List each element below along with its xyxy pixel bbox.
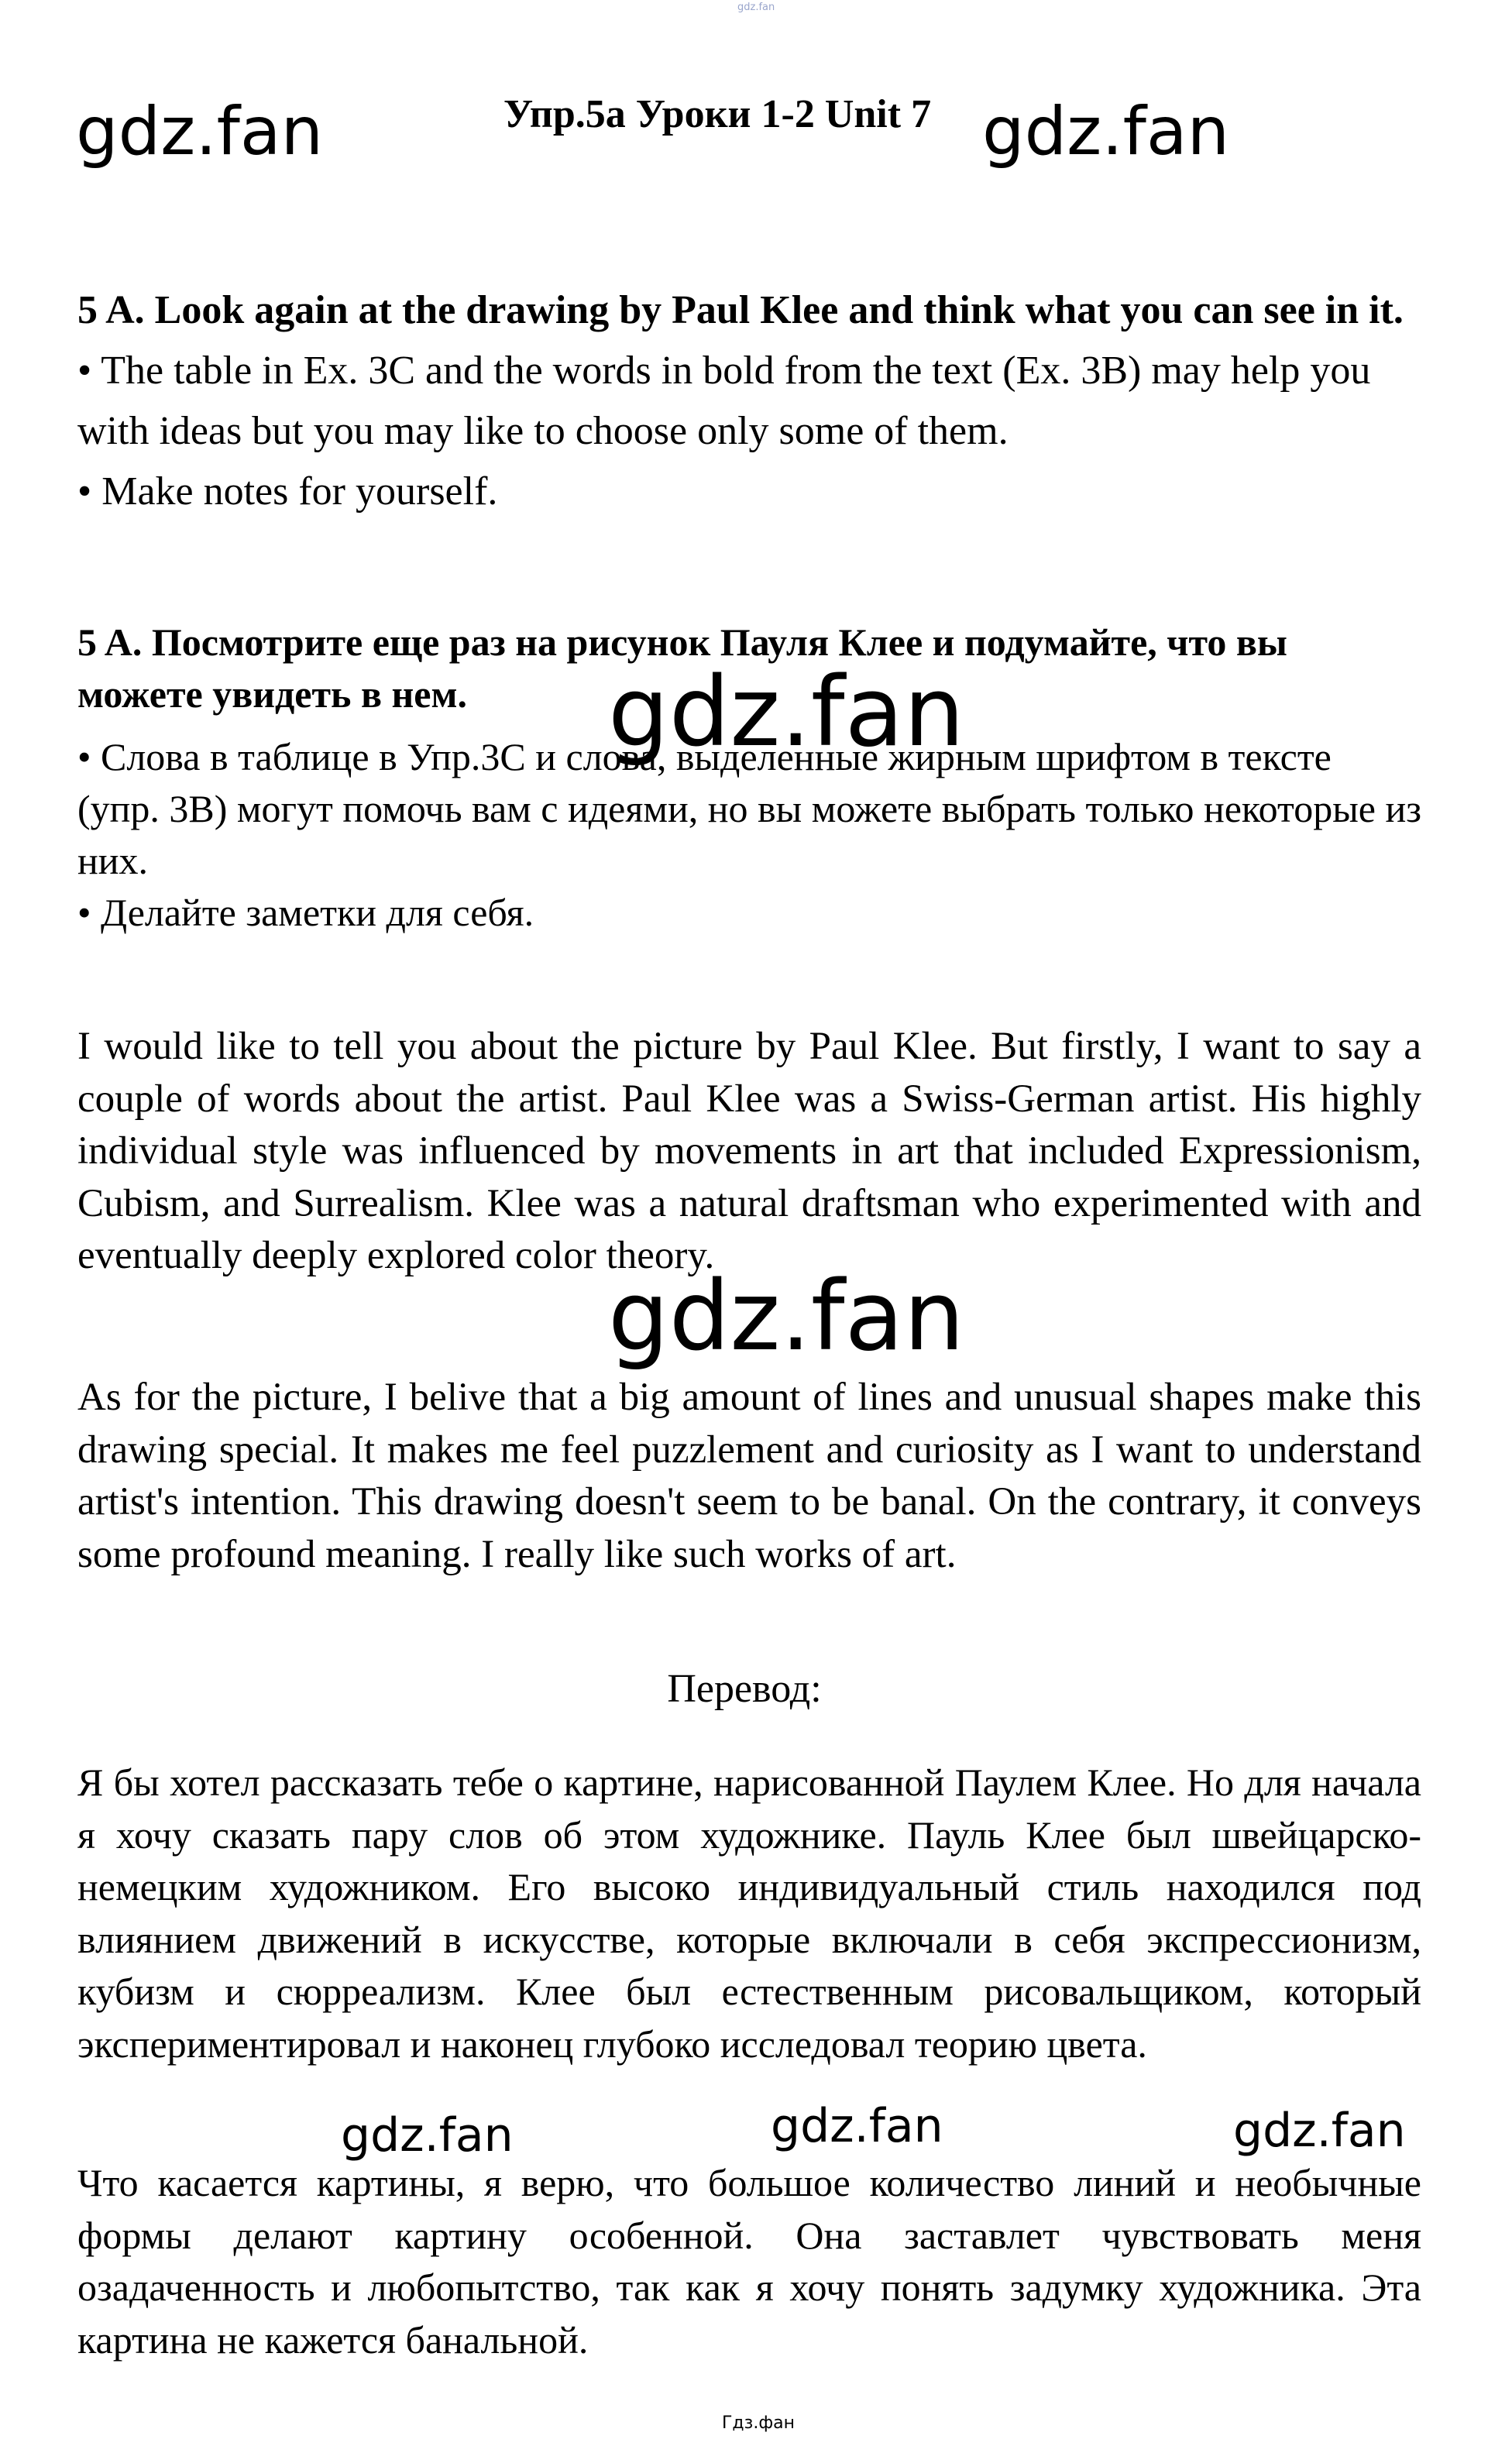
- task-en-bullet-2: • Make notes for yourself.: [77, 469, 498, 514]
- watermark-top-right: gdz.fan: [982, 93, 1230, 170]
- answer-paragraph-2: As for the picture, I belive that a big amount of lines and unusual shapes make this drawing special. It makes me feel puzzlement and curiosity as I want to understand artist's intention. This drawing doesn't seem to be banal. On the contrary, it conveys some profound meaning. I really like such works of art.: [77, 1376, 1421, 1576]
- task-ru-heading: 5 A. Посмотрите еще раз на рисунок Пауля Клее и подумайте, что вы можете увидеть в нем.: [77, 620, 1287, 716]
- page-title: Упр.5а Уроки 1-2 Unit 7: [503, 92, 932, 136]
- watermark-top-left: gdz.fan: [76, 93, 324, 170]
- translation-label: Перевод:: [667, 1667, 822, 1711]
- task-ru-bullet-1: • Слова в таблице в Упр.3С и слова, выделенные жирным шрифтом в тексте (упр. 3В) могут помочь вам с идеями, но вы можете выбрать только некоторые из них.: [77, 735, 1422, 882]
- task-ru-bullet-2: • Делайте заметки для себя.: [77, 891, 534, 934]
- translation-paragraph-2: Что касается картины, я верю, что большое количество линий и необычные формы делают картину особенной. Она заставлет чувствовать меня озадаченность и любопытство, так как я хочу понять задумку художника. Эта картина не кажется банальной.: [77, 2161, 1421, 2362]
- answer-paragraph-1: I would like to tell you about the picture by Paul Klee. But firstly, I want to say a couple of words about the artist. Paul Klee was a Swiss-German artist. His highly individual style was influenced by movements in art that included Expressionism, Cubism, and Surrealism. Klee was a natural draftsman who experimented with and eventually deeply explored color theory.: [77, 1025, 1421, 1277]
- watermark-bottom-left: gdz.fan: [341, 2108, 514, 2163]
- task-english: [77, 280, 1421, 522]
- footer-watermark: Гдз.фан: [722, 2413, 795, 2433]
- watermark-bottom-center: gdz.fan: [771, 2099, 943, 2153]
- watermark-middle-1: gdz.fan: [608, 657, 965, 768]
- tiny-watermark: gdz.fan: [737, 2, 775, 13]
- watermark-middle-2: gdz.fan: [608, 1261, 965, 1372]
- translation-paragraph-1: Я бы хотел рассказать тебе о картине, нарисованной Паулем Клее. Но для начала я хочу сказать пару слов об этом художнике. Пауль Клее был швейцарско-немецким художником. Его высоко индивидуальный стиль находился под влиянием движений в искусстве, которые включали в себя экспрессионизм, кубизм и сюрреализм. Клее был естественным рисовальщиком, который экспериментировал и наконец глубоко исследовал теорию цвета.: [77, 1761, 1421, 2066]
- task-en-bullet-1: • The table in Ex. 3C and the words in bold from the text (Ex. 3B) may help you with ideas but you may like to choose only some of them.: [77, 349, 1371, 453]
- watermark-bottom-right: gdz.fan: [1233, 2104, 1406, 2158]
- task-en-heading: 5 A. Look again at the drawing by Paul Klee and think what you can see in it.: [77, 288, 1404, 332]
